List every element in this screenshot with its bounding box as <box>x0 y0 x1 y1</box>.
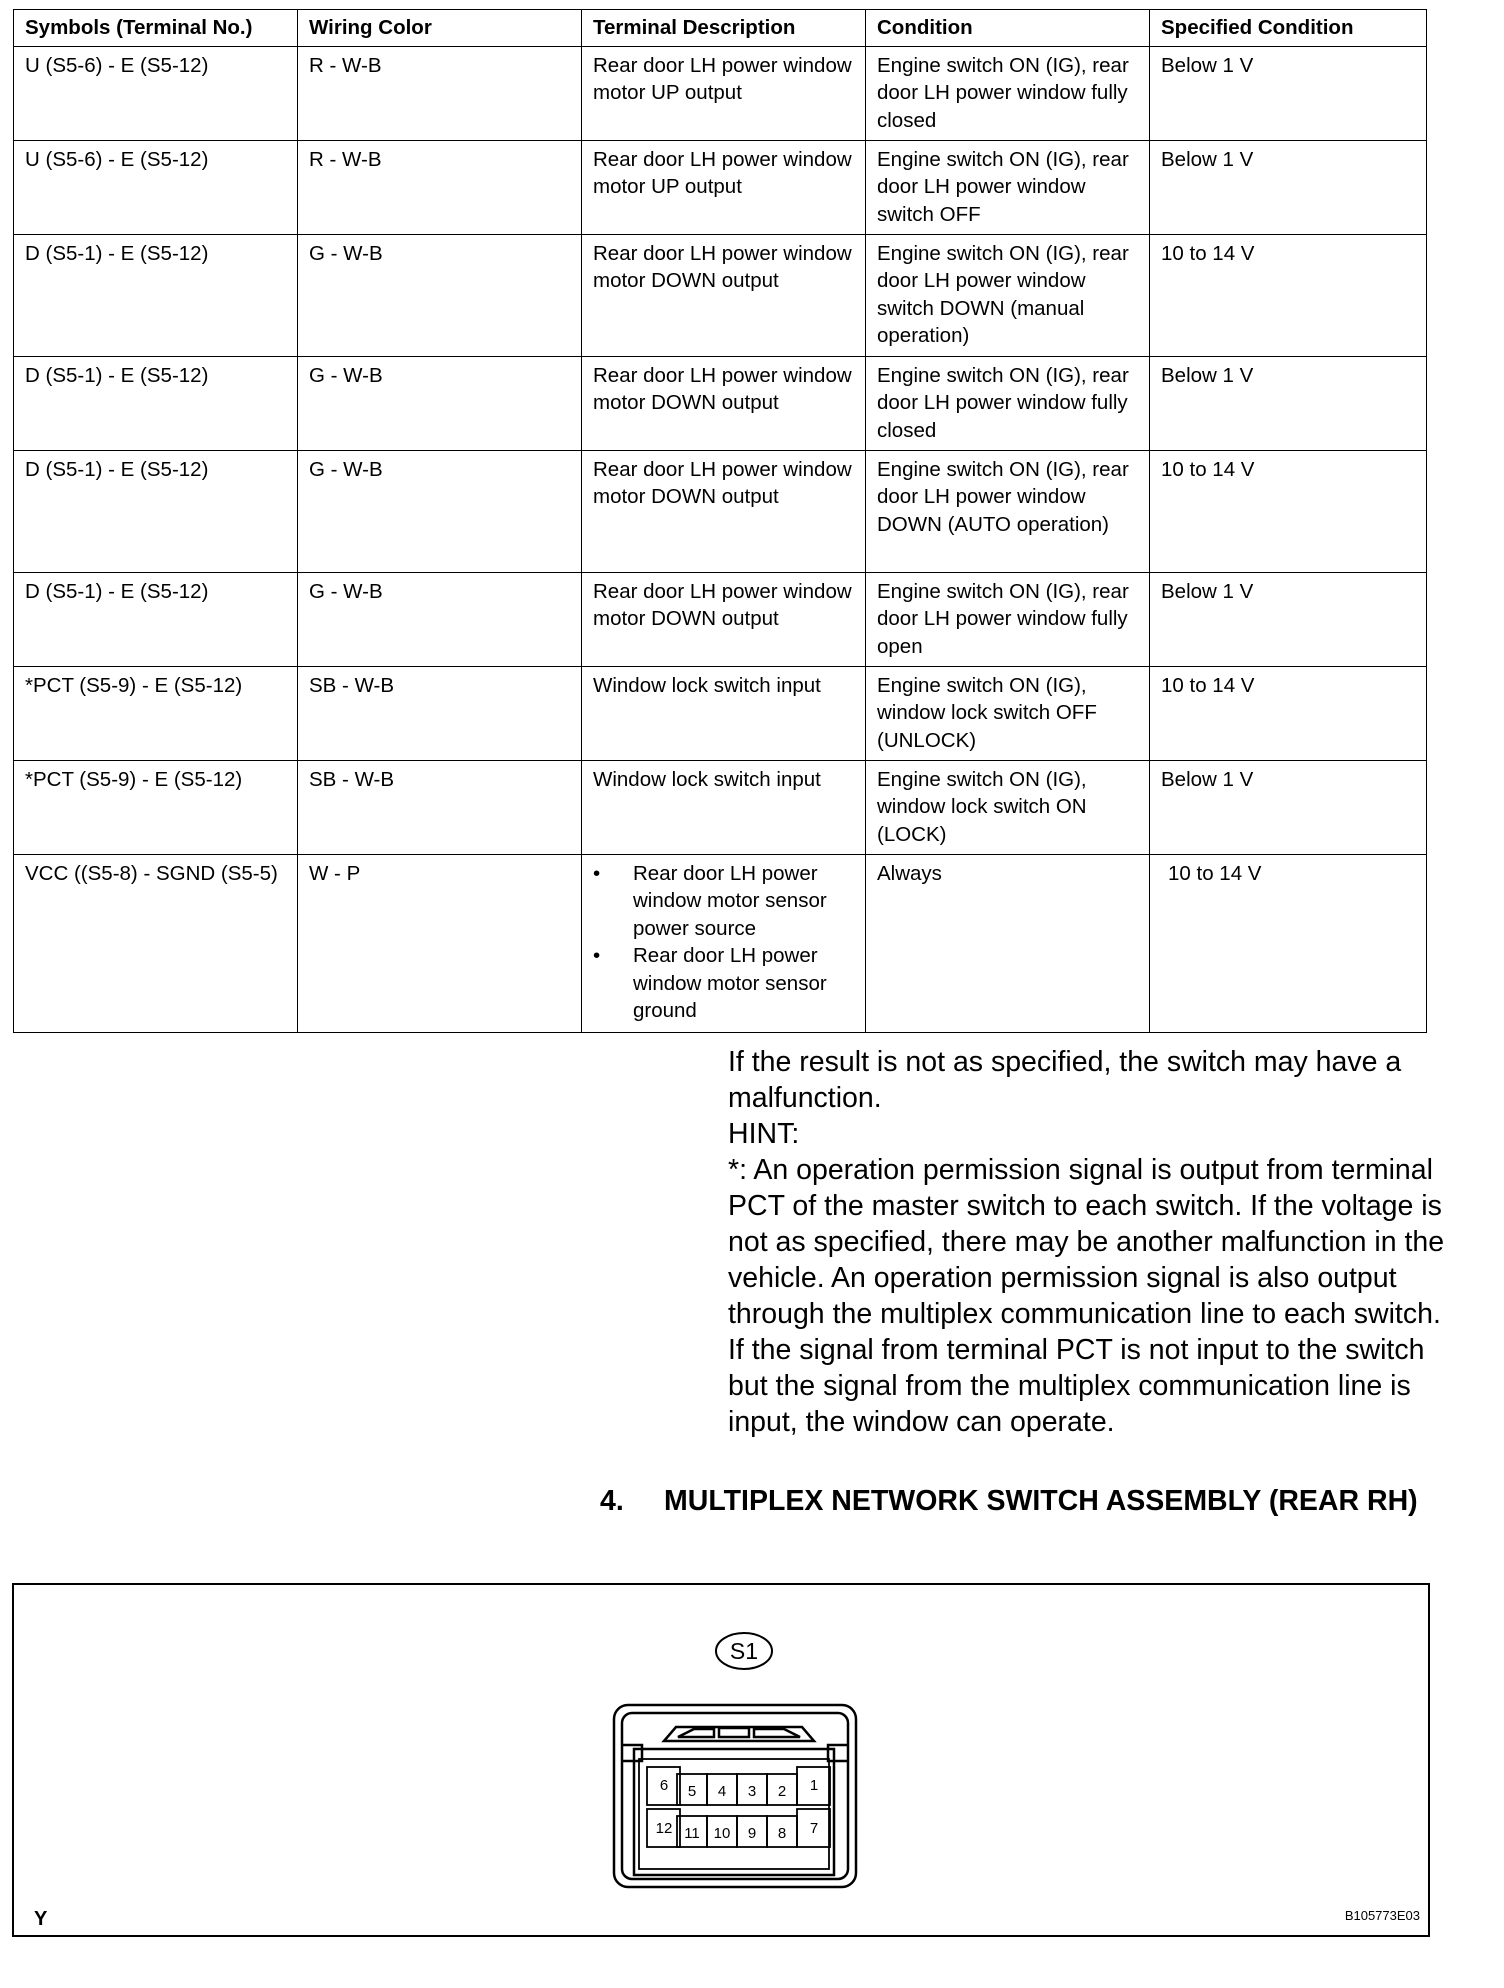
cell-spec: 10 to 14 V <box>1150 666 1427 760</box>
cell-spec: Below 1 V <box>1150 140 1427 234</box>
terminal-number: 1 <box>809 1777 819 1794</box>
terminal-grid <box>639 1759 830 1869</box>
table-row <box>14 666 1427 760</box>
cell-spec: 10 to 14 V <box>1150 854 1427 1032</box>
cell-wiring-color: W - P <box>298 854 582 1032</box>
cell-wiring-color: G - W-B <box>298 450 582 572</box>
table-header-row <box>14 10 1427 47</box>
cell-wiring-color: SB - W-B <box>298 666 582 760</box>
cell-description: Rear door LH power window motor DOWN output <box>582 356 866 450</box>
terminal-number: 10 <box>713 1825 731 1842</box>
cell-description: Rear door LH power window motor UP output <box>582 140 866 234</box>
terminal-number: 9 <box>747 1825 757 1842</box>
terminal-spec-table <box>13 9 1427 1033</box>
header-terminal-description: Terminal Description <box>582 10 866 47</box>
cell-spec: Below 1 V <box>1150 46 1427 140</box>
connector-diagram <box>14 1585 1428 1935</box>
header-condition: Condition <box>866 10 1150 47</box>
table-row <box>14 46 1427 140</box>
terminal-number: 11 <box>684 1825 700 1842</box>
cell-condition: Engine switch ON (IG), rear door LH power window fully closed <box>866 356 1150 450</box>
cell-symbol: *PCT (S5-9) - E (S5-12) <box>14 760 298 854</box>
connector-label-callout <box>716 1633 772 1669</box>
cell-symbol: D (S5-1) - E (S5-12) <box>14 572 298 666</box>
terminal-number: 6 <box>659 1777 669 1794</box>
cell-condition: Always <box>866 854 1150 1032</box>
cell-symbol: VCC ((S5-8) - SGND (S5-5) <box>14 854 298 1032</box>
terminal-number: 3 <box>747 1783 757 1800</box>
cell-wiring-color: SB - W-B <box>298 760 582 854</box>
cell-wiring-color: R - W-B <box>298 140 582 234</box>
cell-symbol: U (S5-6) - E (S5-12) <box>14 46 298 140</box>
header-specified-condition: Specified Condition <box>1150 10 1427 47</box>
section-number: 4. <box>600 1485 624 1517</box>
connector-housing <box>614 1705 856 1887</box>
procedure-notes <box>728 1044 1448 1440</box>
cell-wiring-color: R - W-B <box>298 46 582 140</box>
cell-symbol: *PCT (S5-9) - E (S5-12) <box>14 666 298 760</box>
cell-description: Rear door LH power window motor DOWN output <box>582 572 866 666</box>
figure-corner-label: Y <box>34 1908 48 1930</box>
table-row <box>14 760 1427 854</box>
table-row <box>14 356 1427 450</box>
cell-description: Rear door LH power window motor DOWN output <box>582 234 866 356</box>
section-title: MULTIPLEX NETWORK SWITCH ASSEMBLY (REAR RH) <box>664 1485 1418 1517</box>
cell-symbol: U (S5-6) - E (S5-12) <box>14 140 298 234</box>
table-row <box>14 140 1427 234</box>
cell-description: Rear door LH power window motor DOWN output <box>582 450 866 572</box>
cell-symbol: D (S5-1) - E (S5-12) <box>14 356 298 450</box>
section-heading <box>600 1483 1430 1519</box>
cell-wiring-color: G - W-B <box>298 234 582 356</box>
cell-spec: 10 to 14 V <box>1150 234 1427 356</box>
cell-condition: Engine switch ON (IG), rear door LH power window switch OFF <box>866 140 1150 234</box>
cell-wiring-color: G - W-B <box>298 356 582 450</box>
cell-condition: Engine switch ON (IG), rear door LH power window DOWN (AUTO operation) <box>866 450 1150 572</box>
cell-description: Window lock switch input <box>582 760 866 854</box>
table-row <box>14 450 1427 572</box>
header-wiring-color: Wiring Color <box>298 10 582 47</box>
cell-symbol: D (S5-1) - E (S5-12) <box>14 234 298 356</box>
cell-spec: Below 1 V <box>1150 572 1427 666</box>
terminal-number: 7 <box>809 1820 819 1837</box>
description-bullet-list <box>593 860 855 1025</box>
cell-condition: Engine switch ON (IG), window lock switch ON (LOCK) <box>866 760 1150 854</box>
hint-text: *: An operation permission signal is output from terminal PCT of the master switch to each switch. If the voltage is not as specified, there may be another malfunction in the vehicle. An operation permission signal is also output through the multiplex communication line to each switch. If the signal from terminal PCT is not input to the switch but the signal from the multiplex communication line is input, the window can operate. <box>728 1154 1445 1438</box>
cell-description: Rear door LH power window motor UP output <box>582 46 866 140</box>
hint-label: HINT: <box>728 1118 800 1150</box>
cell-spec: Below 1 V <box>1150 760 1427 854</box>
cell-spec: Below 1 V <box>1150 356 1427 450</box>
cell-condition: Engine switch ON (IG), rear door LH power window fully open <box>866 572 1150 666</box>
cell-description: Window lock switch input <box>582 666 866 760</box>
figure-code: B105773E03 <box>1344 1908 1420 1923</box>
cell-condition: Engine switch ON (IG), rear door LH power window fully closed <box>866 46 1150 140</box>
list-item: • Rear door LH power window motor sensor ground <box>593 942 855 1025</box>
terminal-number: 4 <box>717 1783 727 1800</box>
cell-symbol: D (S5-1) - E (S5-12) <box>14 450 298 572</box>
list-item: • Rear door LH power window motor sensor power source <box>593 860 855 943</box>
table-row <box>14 572 1427 666</box>
terminal-number: 5 <box>687 1783 697 1800</box>
cell-wiring-color: G - W-B <box>298 572 582 666</box>
cell-condition: Engine switch ON (IG), window lock switch OFF (UNLOCK) <box>866 666 1150 760</box>
result-note: If the result is not as specified, the switch may have a malfunction. <box>728 1046 1402 1114</box>
cell-condition: Engine switch ON (IG), rear door LH power window switch DOWN (manual operation) <box>866 234 1150 356</box>
terminal-number: 12 <box>655 1820 673 1837</box>
cell-spec: 10 to 14 V <box>1150 450 1427 572</box>
terminal-number: 8 <box>777 1825 787 1842</box>
connector-figure <box>12 1583 1430 1937</box>
cell-description <box>582 854 866 1032</box>
terminal-number: 2 <box>777 1783 787 1800</box>
table-row <box>14 234 1427 356</box>
table-row <box>14 854 1427 1032</box>
header-symbols: Symbols (Terminal No.) <box>14 10 298 47</box>
connector-label: S1 <box>729 1638 759 1664</box>
